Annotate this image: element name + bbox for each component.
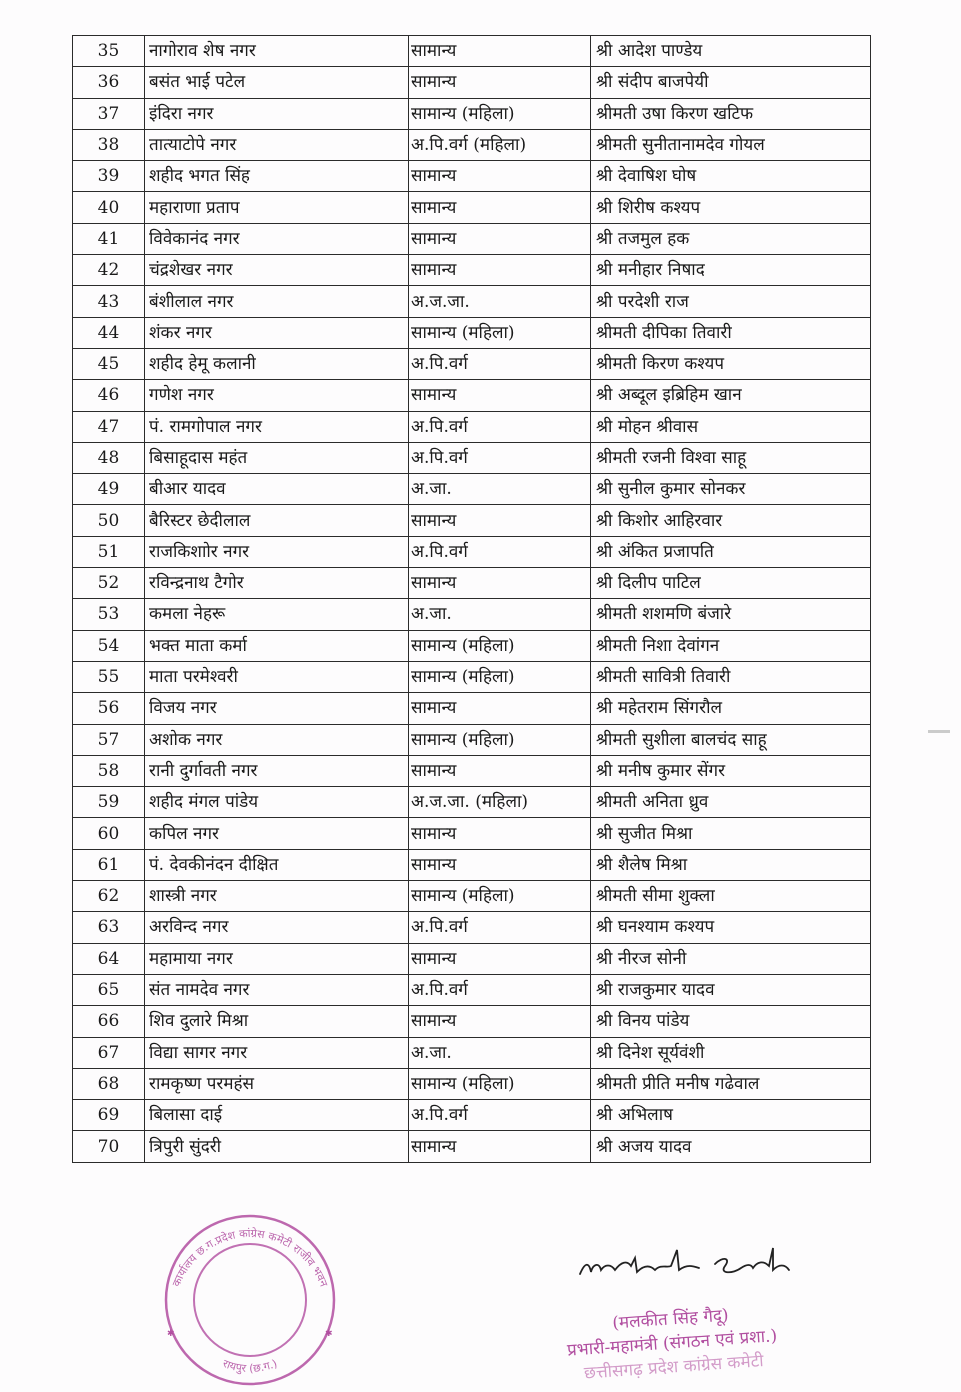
ward-name-cell: माता परमेश्वरी [145,661,409,692]
table-row [73,1068,871,1099]
table-row [73,36,871,67]
reservation-category-cell: सामान्य [409,380,591,411]
ward-name-cell: शंकर नगर [145,317,409,348]
ward-name-cell: पं. रामगोपाल नगर [145,411,409,442]
ward-name-cell: शहीद हेमू कलानी [145,348,409,379]
person-name-cell: श्रीमती किरण कश्यप [591,348,871,379]
ward-name-cell: अरविन्द नगर [145,912,409,943]
table-row [73,223,871,254]
official-block [520,1297,824,1390]
reservation-category-cell: सामान्य [409,943,591,974]
svg-text:रायपुर (छ.ग.) [221,1357,279,1375]
person-name-cell: श्रीमती प्रीति मनीष गढेवाल [591,1068,871,1099]
table-row [73,1131,871,1162]
ward-name-cell: राजकिशाोर नगर [145,536,409,567]
ward-number-cell: 56 [73,693,145,724]
official-organization: छत्तीसगढ़ प्रदेश कांग्रेस कमेटी [583,1351,765,1384]
ward-number-cell: 36 [73,67,145,98]
person-name-cell: श्रीमती दीपिका तिवारी [591,317,871,348]
reservation-category-cell: सामान्य [409,1006,591,1037]
table-row [73,98,871,129]
person-name-cell: श्री मनीष कुमार सेंगर [591,755,871,786]
table-row [73,192,871,223]
person-name-cell: श्रीमती रजनी विश्वा साहू [591,442,871,473]
stray-mark [928,730,950,733]
table-row [73,1100,871,1131]
ward-number-cell: 52 [73,568,145,599]
ward-number-cell: 40 [73,192,145,223]
table-row [73,693,871,724]
reservation-category-cell: सामान्य (महिला) [409,1068,591,1099]
reservation-category-cell: सामान्य [409,255,591,286]
ward-number-cell: 39 [73,161,145,192]
person-name-cell: श्री अभिलाष [591,1100,871,1131]
table-row [73,255,871,286]
ward-number-cell: 60 [73,818,145,849]
reservation-category-cell: सामान्य [409,693,591,724]
person-name-cell: श्री दिलीप पाटिल [591,568,871,599]
ward-number-cell: 68 [73,1068,145,1099]
ward-name-cell: कमला नेहरू [145,599,409,630]
person-name-cell: श्रीमती अनिता ध्रुव [591,787,871,818]
ward-number-cell: 41 [73,223,145,254]
table-row [73,474,871,505]
person-name-cell: श्री परदेशी राज [591,286,871,317]
reservation-category-cell: सामान्य [409,223,591,254]
table-row [73,974,871,1005]
person-name-cell: श्रीमती शशमणि बंजारे [591,599,871,630]
reservation-category-cell: सामान्य (महिला) [409,630,591,661]
ward-number-cell: 38 [73,129,145,160]
person-name-cell: श्री घनश्याम कश्यप [591,912,871,943]
ward-number-cell: 45 [73,348,145,379]
ward-name-cell: बीआर यादव [145,474,409,505]
reservation-category-cell: अ.पि.वर्ग (महिला) [409,129,591,160]
reservation-category-cell: सामान्य [409,568,591,599]
ward-number-cell: 64 [73,943,145,974]
ward-name-cell: बिलासा दाई [145,1100,409,1131]
ward-name-cell: भक्त माता कर्मा [145,630,409,661]
reservation-category-cell: अ.जा. [409,599,591,630]
person-name-cell: श्री विनय पांडेय [591,1006,871,1037]
table-row [73,348,871,379]
person-name-cell: श्री नीरज सोनी [591,943,871,974]
person-name-cell: श्री संदीप बाजपेयी [591,67,871,98]
ward-name-cell: चंद्रशेखर नगर [145,255,409,286]
table-row [73,755,871,786]
person-name-cell: श्रीमती निशा देवांगन [591,630,871,661]
stamp-outer-ring [166,1216,334,1384]
reservation-category-cell: सामान्य [409,818,591,849]
stamp-star-right: ✱ [325,1329,333,1339]
signature [575,1240,795,1285]
ward-name-cell: महामाया नगर [145,943,409,974]
table-row [73,599,871,630]
ward-name-cell: रानी दुर्गावती नगर [145,755,409,786]
reservation-category-cell: सामान्य (महिला) [409,98,591,129]
person-name-cell: श्रीमती सीमा शुक्ला [591,881,871,912]
table-row [73,1037,871,1068]
ward-number-cell: 51 [73,536,145,567]
reservation-category-cell: अ.पि.वर्ग [409,1100,591,1131]
reservation-category-cell: सामान्य (महिला) [409,724,591,755]
person-name-cell: श्री तजमुल हक [591,223,871,254]
table-row [73,317,871,348]
ward-name-cell: गणेश नगर [145,380,409,411]
ward-number-cell: 37 [73,98,145,129]
ward-number-cell: 57 [73,724,145,755]
ward-name-cell: बंशीलाल नगर [145,286,409,317]
ward-number-cell: 61 [73,849,145,880]
ward-name-cell: तात्याटोपे नगर [145,129,409,160]
person-name-cell: श्री मोहन श्रीवास [591,411,871,442]
ward-name-cell: रविन्द्रनाथ टैगोर [145,568,409,599]
table-row [73,286,871,317]
reservation-category-cell: अ.पि.वर्ग [409,411,591,442]
table-row [73,161,871,192]
person-name-cell: श्रीमती उषा किरण खटिफ [591,98,871,129]
reservation-category-cell: अ.पि.वर्ग [409,912,591,943]
table-row [73,943,871,974]
stamp-star-left: ✱ [167,1329,175,1339]
table-row [73,849,871,880]
reservation-category-cell: सामान्य [409,192,591,223]
table-row [73,1006,871,1037]
ward-number-cell: 42 [73,255,145,286]
ward-number-cell: 50 [73,505,145,536]
ward-name-cell: इंदिरा नगर [145,98,409,129]
official-designation: प्रभारी-महामंत्री (संगठन एवं प्रशा.) [566,1326,778,1361]
ward-name-cell: बैरिस्टर छेदीलाल [145,505,409,536]
reservation-category-cell: सामान्य [409,1131,591,1162]
person-name-cell: श्री महेतराम सिंगरौल [591,693,871,724]
official-name: (मलकीत सिंह गैदू) [611,1305,730,1334]
table-row [73,881,871,912]
reservation-category-cell: अ.ज.जा. (महिला) [409,787,591,818]
table-row [73,536,871,567]
ward-number-cell: 49 [73,474,145,505]
table-row [73,411,871,442]
ward-name-cell: विजय नगर [145,693,409,724]
ward-number-cell: 35 [73,36,145,67]
ward-number-cell: 53 [73,599,145,630]
reservation-category-cell: सामान्य [409,67,591,98]
table-row [73,568,871,599]
ward-name-cell: शिव दुलारे मिश्रा [145,1006,409,1037]
person-name-cell: श्री सुनील कुमार सोनकर [591,474,871,505]
person-name-cell: श्री दिनेश सूर्यवंशी [591,1037,871,1068]
reservation-category-cell: अ.ज.जा. [409,286,591,317]
ward-number-cell: 43 [73,286,145,317]
person-name-cell: श्री अजय यादव [591,1131,871,1162]
table-row [73,912,871,943]
ward-name-cell: नागोराव शेष नगर [145,36,409,67]
ward-name-cell: रामकृष्ण परमहंस [145,1068,409,1099]
reservation-category-cell: अ.पि.वर्ग [409,348,591,379]
stamp-inner-ring [194,1244,306,1356]
ward-number-cell: 47 [73,411,145,442]
ward-name-cell: शास्त्री नगर [145,881,409,912]
ward-name-cell: महाराणा प्रताप [145,192,409,223]
ward-number-cell: 70 [73,1131,145,1162]
person-name-cell: श्री किशोर आहिरवार [591,505,871,536]
ward-name-cell: बिसाहूदास महंत [145,442,409,473]
person-name-cell: श्री अंकित प्रजापति [591,536,871,567]
reservation-category-cell: सामान्य [409,505,591,536]
office-stamp [145,1208,355,1386]
person-name-cell: श्रीमती सुशीला बालचंद साहू [591,724,871,755]
ward-name-cell: शहीद मंगल पांडेय [145,787,409,818]
person-name-cell: श्री राजकुमार यादव [591,974,871,1005]
person-name-cell: श्रीमती सावित्री तिवारी [591,661,871,692]
reservation-category-cell: सामान्य [409,161,591,192]
ward-name-cell: विवेकानंद नगर [145,223,409,254]
ward-number-cell: 55 [73,661,145,692]
ward-table [72,35,871,1163]
person-name-cell: श्री मनीहार निषाद [591,255,871,286]
table-row [73,380,871,411]
ward-number-cell: 69 [73,1100,145,1131]
stamp-bottom-text: रायपुर (छ.ग.) [220,1356,280,1376]
reservation-category-cell: अ.पि.वर्ग [409,974,591,1005]
reservation-category-cell: अ.जा. [409,1037,591,1068]
ward-number-cell: 59 [73,787,145,818]
table-row [73,818,871,849]
ward-name-cell: बसंत भाई पटेल [145,67,409,98]
person-name-cell: श्री सुजीत मिश्रा [591,818,871,849]
ward-name-cell: शहीद भगत सिंह [145,161,409,192]
reservation-category-cell: अ.पि.वर्ग [409,536,591,567]
ward-number-cell: 67 [73,1037,145,1068]
ward-rows [73,36,871,1163]
reservation-category-cell: अ.पि.वर्ग [409,442,591,473]
person-name-cell: श्री शैलेष मिश्रा [591,849,871,880]
table-row [73,787,871,818]
ward-number-cell: 62 [73,881,145,912]
ward-number-cell: 48 [73,442,145,473]
person-name-cell: श्री शिरीष कश्यप [591,192,871,223]
table-row [73,442,871,473]
table-row [73,505,871,536]
ward-name-cell: संत नामदेव नगर [145,974,409,1005]
ward-name-cell: त्रिपुरी सुंदरी [145,1131,409,1162]
table-row [73,661,871,692]
table-row [73,67,871,98]
ward-name-cell: अशोक नगर [145,724,409,755]
person-name-cell: श्री आदेश पाण्डेय [591,36,871,67]
ward-number-cell: 65 [73,974,145,1005]
table-row [73,630,871,661]
reservation-category-cell: सामान्य (महिला) [409,317,591,348]
ward-name-cell: पं. देवकीनंदन दीक्षित [145,849,409,880]
ward-name-cell: कपिल नगर [145,818,409,849]
ward-number-cell: 44 [73,317,145,348]
ward-number-cell: 66 [73,1006,145,1037]
ward-number-cell: 54 [73,630,145,661]
table-row [73,129,871,160]
ward-name-cell: विद्या सागर नगर [145,1037,409,1068]
ward-number-cell: 58 [73,755,145,786]
ward-number-cell: 63 [73,912,145,943]
person-name-cell: श्रीमती सुनीतानामदेव गोयल [591,129,871,160]
reservation-category-cell: सामान्य [409,755,591,786]
table-row [73,724,871,755]
stamp-outer-text: कार्यालय छ.ग.प्रदेश कांग्रेस कमेटी राजीव भवन [169,1226,331,1289]
reservation-category-cell: सामान्य [409,36,591,67]
person-name-cell: श्री देवाषिश घोष [591,161,871,192]
ward-number-cell: 46 [73,380,145,411]
person-name-cell: श्री अब्दूल इब्रिहिम खान [591,380,871,411]
reservation-category-cell: सामान्य [409,849,591,880]
reservation-category-cell: सामान्य (महिला) [409,661,591,692]
reservation-category-cell: सामान्य (महिला) [409,881,591,912]
reservation-category-cell: अ.जा. [409,474,591,505]
